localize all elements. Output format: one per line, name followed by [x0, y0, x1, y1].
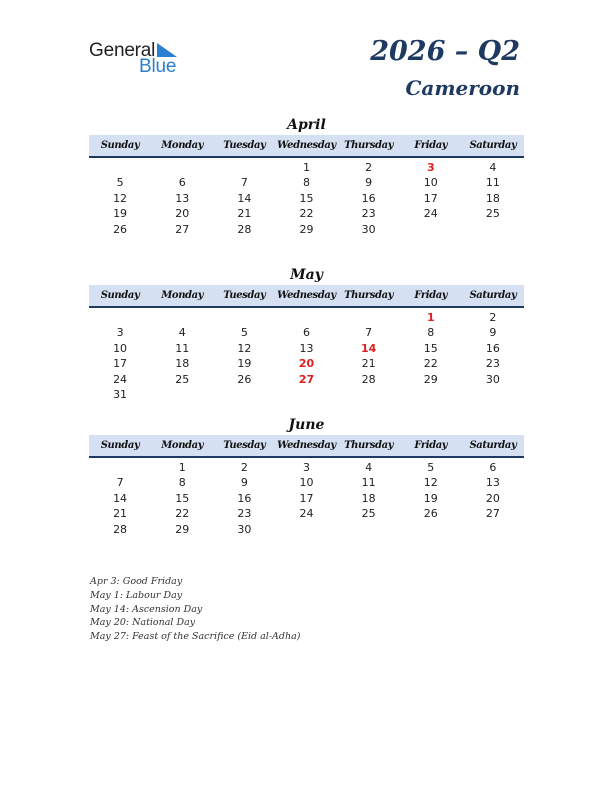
- day-cell-empty: [275, 387, 337, 402]
- day-cell: 3: [116, 326, 124, 340]
- day-cell-empty: [213, 387, 275, 402]
- weekday-label: Tuesday: [223, 140, 266, 151]
- day-cell: 30: [485, 372, 500, 386]
- month-may: [89, 265, 524, 402]
- day-cell: 4: [365, 461, 373, 474]
- weekday-label: Monday: [161, 140, 204, 151]
- day-cell: 10: [299, 476, 314, 490]
- page-title: 2026 – Q2: [370, 36, 520, 67]
- week-row: [89, 522, 524, 537]
- day-cell: 19: [423, 491, 438, 505]
- week-row: [89, 191, 524, 206]
- day-cell: 21: [237, 207, 252, 221]
- day-cell: 4: [178, 326, 186, 340]
- weekday-label: Thursday: [344, 290, 394, 301]
- week-row: [89, 372, 524, 387]
- country-name: Cameroon: [405, 76, 520, 100]
- week-row: [89, 325, 524, 340]
- day-cell-empty: [338, 522, 400, 537]
- day-cell: 19: [113, 207, 128, 221]
- generalblue-logo: [89, 40, 189, 76]
- week-row: [89, 491, 524, 506]
- day-cell: 25: [361, 507, 376, 521]
- day-cell: 5: [427, 461, 435, 474]
- day-cell: 12: [237, 341, 252, 355]
- day-cell: 4: [489, 161, 497, 174]
- day-cell: 27: [175, 222, 190, 236]
- weekday-label: Sunday: [100, 140, 140, 151]
- weekday-label: Friday: [414, 290, 448, 301]
- week-row: [89, 222, 524, 237]
- month-name: April: [287, 117, 326, 133]
- day-cell-empty: [89, 310, 151, 325]
- day-cell: 24: [299, 507, 314, 521]
- day-cell-empty: [89, 460, 151, 475]
- weekday-label: Sunday: [100, 290, 140, 301]
- day-cell: 15: [423, 341, 438, 355]
- day-cell: 9: [365, 176, 373, 190]
- day-cell: 3: [302, 461, 310, 474]
- day-cell: 25: [485, 207, 500, 221]
- day-cell: 21: [113, 507, 128, 521]
- day-cell: 8: [178, 476, 186, 490]
- day-cell: 26: [423, 507, 438, 521]
- weekday-label: Saturday: [469, 290, 517, 301]
- weekday-label: Tuesday: [223, 440, 266, 451]
- week-row: [89, 387, 524, 402]
- day-cell: 16: [361, 191, 376, 205]
- day-cell: 20: [485, 491, 500, 505]
- weekday-label: Saturday: [469, 140, 517, 151]
- day-cell-empty: [275, 522, 337, 537]
- day-cell: 29: [423, 372, 438, 386]
- weekday-label: Wednesday: [277, 440, 336, 451]
- day-cell: 22: [423, 357, 438, 371]
- day-cell: 7: [365, 326, 373, 340]
- month-name: June: [288, 417, 325, 433]
- day-cell-empty: [462, 387, 524, 402]
- day-cell: 28: [361, 372, 376, 386]
- day-cell: 23: [485, 357, 500, 371]
- day-cell: 2: [489, 311, 497, 324]
- day-cell: 11: [175, 341, 190, 355]
- day-cell: 7: [240, 176, 248, 190]
- day-cell: 28: [237, 222, 252, 236]
- day-cell-empty: [151, 160, 213, 175]
- day-cell: 15: [299, 191, 314, 205]
- day-cell: 10: [423, 176, 438, 190]
- day-cell: 8: [302, 176, 310, 190]
- day-cell: 5: [240, 326, 248, 340]
- day-cell-empty: [400, 522, 462, 537]
- weekday-label: Friday: [414, 140, 448, 151]
- day-cell: 9: [489, 326, 497, 340]
- logo-text-general: General: [89, 40, 156, 61]
- day-cell: 14: [113, 491, 128, 505]
- day-cell: 27: [298, 372, 315, 386]
- day-cell-empty: [275, 310, 337, 325]
- holiday-note: Apr 3: Good Friday: [90, 576, 183, 587]
- day-cell: 10: [113, 341, 128, 355]
- weekday-label: Friday: [414, 440, 448, 451]
- day-cell: 26: [113, 222, 128, 236]
- day-cell: 30: [237, 522, 252, 536]
- day-cell: 11: [361, 476, 376, 490]
- day-cell: 23: [237, 507, 252, 521]
- month-june: [89, 415, 524, 537]
- day-cell: 18: [361, 491, 376, 505]
- day-cell: 25: [175, 372, 190, 386]
- day-cell: 1: [302, 161, 310, 174]
- day-cell: 14: [237, 191, 252, 205]
- holiday-notes: [90, 575, 300, 644]
- day-cell: 1: [426, 311, 435, 324]
- day-cell: 28: [113, 522, 128, 536]
- weekday-header-row: [89, 435, 524, 458]
- day-cell: 15: [175, 491, 190, 505]
- weekday-label: Thursday: [344, 440, 394, 451]
- weekday-label: Saturday: [469, 440, 517, 451]
- day-cell: 5: [116, 176, 124, 190]
- weekday-label: Thursday: [344, 140, 394, 151]
- day-cell: 6: [302, 326, 310, 340]
- day-cell: 20: [175, 207, 190, 221]
- week-row: [89, 460, 524, 475]
- day-cell: 31: [113, 387, 128, 401]
- day-cell-empty: [338, 310, 400, 325]
- day-cell: 3: [426, 161, 435, 174]
- weekday-label: Tuesday: [223, 290, 266, 301]
- day-cell: 13: [299, 341, 314, 355]
- weekday-header-row: [89, 135, 524, 158]
- day-cell: 13: [485, 476, 500, 490]
- day-cell: 18: [485, 191, 500, 205]
- week-row: [89, 206, 524, 221]
- day-cell: 18: [175, 357, 190, 371]
- day-cell: 24: [423, 207, 438, 221]
- day-cell-empty: [400, 222, 462, 237]
- weekday-label: Wednesday: [277, 290, 336, 301]
- day-cell: 30: [361, 222, 376, 236]
- week-row: [89, 356, 524, 371]
- day-cell: 1: [178, 461, 186, 474]
- logo-text-blue: Blue: [139, 56, 177, 77]
- day-cell-empty: [213, 310, 275, 325]
- day-cell-empty: [89, 160, 151, 175]
- day-cell: 19: [237, 357, 252, 371]
- holiday-note: May 1: Labour Day: [90, 589, 183, 601]
- day-cell: 22: [299, 207, 314, 221]
- logo-triangle-icon: [155, 43, 177, 57]
- day-cell-empty: [462, 522, 524, 537]
- day-cell: 12: [423, 476, 438, 490]
- weekday-label: Wednesday: [277, 140, 336, 151]
- weekday-label: Monday: [161, 290, 204, 301]
- day-cell-empty: [462, 222, 524, 237]
- day-cell: 14: [360, 341, 377, 355]
- week-row: [89, 341, 524, 356]
- day-cell: 16: [485, 341, 500, 355]
- day-cell: 6: [489, 461, 497, 474]
- month-april: [89, 115, 524, 237]
- day-cell: 17: [113, 357, 128, 371]
- holiday-note: May 27: Feast of the Sacrifice (Eid al-Adha): [90, 631, 301, 643]
- day-cell: 23: [361, 207, 376, 221]
- day-cell: 17: [423, 191, 438, 205]
- day-cell: 17: [299, 491, 314, 505]
- day-cell-empty: [338, 387, 400, 402]
- holiday-note: May 14: Ascension Day: [90, 603, 203, 615]
- day-cell: 7: [116, 476, 124, 490]
- day-cell: 22: [175, 507, 190, 521]
- week-row: [89, 175, 524, 190]
- day-cell: 11: [485, 176, 500, 190]
- day-cell: 9: [240, 476, 248, 490]
- week-row: [89, 310, 524, 325]
- week-row: [89, 160, 524, 175]
- day-cell: 6: [178, 176, 186, 190]
- day-cell-empty: [151, 310, 213, 325]
- day-cell: 29: [299, 222, 314, 236]
- day-cell-empty: [213, 160, 275, 175]
- day-cell-empty: [151, 387, 213, 402]
- day-cell: 20: [298, 357, 315, 371]
- weekday-label: Sunday: [100, 440, 140, 451]
- week-row: [89, 506, 524, 521]
- day-cell: 24: [113, 372, 128, 386]
- day-cell: 21: [361, 357, 376, 371]
- weekday-header-row: [89, 285, 524, 308]
- day-cell: 27: [485, 507, 500, 521]
- weekday-label: Monday: [161, 440, 204, 451]
- day-cell: 12: [113, 191, 128, 205]
- day-cell-empty: [400, 387, 462, 402]
- day-cell: 2: [240, 461, 248, 474]
- week-row: [89, 475, 524, 490]
- month-name: May: [290, 267, 323, 283]
- day-cell: 16: [237, 491, 252, 505]
- day-cell: 26: [237, 372, 252, 386]
- holiday-note: May 20: National Day: [90, 617, 196, 629]
- day-cell: 13: [175, 191, 190, 205]
- day-cell: 29: [175, 522, 190, 536]
- day-cell: 8: [427, 326, 435, 340]
- day-cell: 2: [365, 161, 373, 174]
